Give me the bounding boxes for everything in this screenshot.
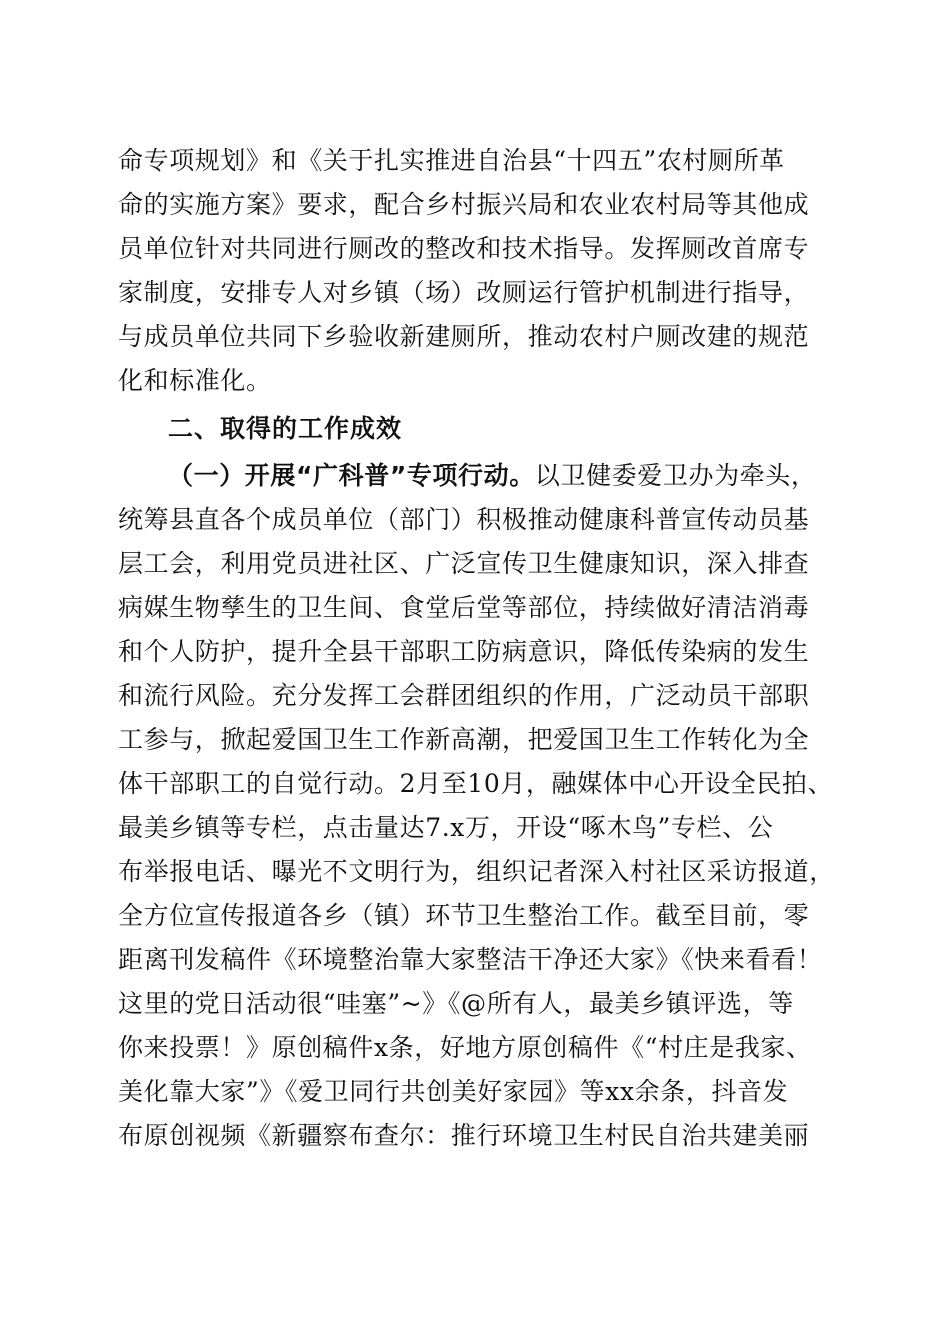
body-text-line: 统筹县直各个成员单位（部门）积极推动健康科普宣传动员基: [118, 505, 810, 534]
body-text-line: 和个人防护，提升全县干部职工防病意识，降低传染病的发生: [118, 637, 810, 666]
section-heading: 二、取得的工作成效: [168, 414, 403, 443]
body-text-line: 员单位针对共同进行厕改的整改和技术指导。发挥厕改首席专: [118, 234, 810, 263]
body-text-line: 命的实施方案》要求，配合乡村振兴局和农业农村局等其他成: [118, 190, 810, 219]
body-text-line: 病媒生物孳生的卫生间、食堂后堂等部位，持续做好清洁消毒: [118, 593, 810, 622]
body-text-line: 和流行风险。充分发挥工会群团组织的作用，广泛动员干部职: [118, 681, 810, 710]
body-text-line: 最美乡镇等专栏，点击量达7.x万，开设“啄木鸟”专栏、公: [118, 813, 774, 842]
subsection-line-rest: 以卫健委爱卫办为牵头，: [534, 461, 817, 490]
body-text-line: 这里的党日活动很“哇塞”~》《@所有人，最美乡镇评选，等: [118, 989, 794, 1018]
body-text-line: 你来投票！》原创稿件x条，好地方原创稿件《“村庄是我家、: [118, 1033, 812, 1062]
body-text-line: 工参与，掀起爱国卫生工作新高潮，把爱国卫生工作转化为全: [118, 725, 810, 754]
body-text-line: 命专项规划》和《关于扎实推进自治县“十四五”农村厕所革: [118, 146, 785, 175]
subsection-first-line: [168, 461, 888, 491]
body-text-line: 布原创视频《新疆察布查尔：推行环境卫生村民自治共建美丽: [118, 1121, 810, 1150]
body-text-line: 美化靠大家”》《爱卫同行共创美好家园》等xx余条，抖音发: [118, 1077, 789, 1106]
body-text-line: 距离刊发稿件《环境整治靠大家整洁干净还大家》《快来看看！: [118, 945, 823, 974]
body-text-line: 化和标准化。: [118, 366, 272, 395]
body-text-line: 体干部职工的自觉行动。2月至10月，融媒体中心开设全民拍、: [118, 769, 834, 798]
subsection-lead: （一）开展“广科普”专项行动。: [168, 461, 535, 490]
body-text-line: 布举报电话、曝光不文明行为，组织记者深入村社区采访报道，: [118, 857, 835, 886]
body-text-line: 层工会，利用党员进社区、广泛宣传卫生健康知识，深入排查: [118, 549, 810, 578]
body-text-line: 家制度，安排专人对乡镇（场）改厕运行管护机制进行指导，: [118, 278, 810, 307]
body-text-line: 与成员单位共同下乡验收新建厕所，推动农村户厕改建的规范: [118, 322, 810, 351]
body-text-line: 全方位宣传报道各乡（镇）环节卫生整治工作。截至目前，零: [118, 901, 810, 930]
